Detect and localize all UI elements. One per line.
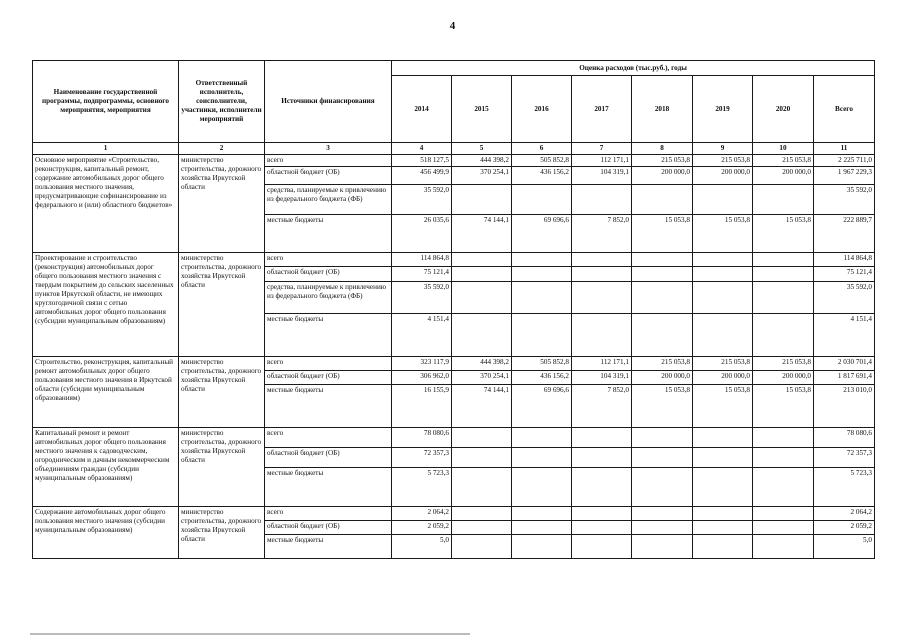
- column-number: 11: [814, 143, 875, 155]
- funding-source: средства, планируемые к привлечению из федерального бюджета (ФБ): [265, 185, 392, 215]
- year-value-cell: [572, 185, 632, 215]
- year-value-cell: [632, 535, 693, 559]
- year-value-cell: 436 156,2: [512, 167, 572, 185]
- year-value-cell: 505 852,8: [512, 357, 572, 371]
- year-value-cell: [753, 468, 814, 507]
- year-value-cell: 444 398,2: [452, 155, 512, 167]
- activity-name: Основное мероприятие «Строительство, реконструкция, капитальный ремонт, содержание автомобильных дорог общего пользования местного значения, предусматривающие софинансирование из федерального и (или) областного бюджетов»: [33, 155, 179, 253]
- year-value-cell: [572, 521, 632, 535]
- year-value-cell: 505 852,8: [512, 155, 572, 167]
- column-number-row: [33, 143, 875, 155]
- year-value-cell: 436 156,2: [512, 371, 572, 385]
- year-value-cell: [632, 428, 693, 448]
- year-value-cell: 2 059,2: [392, 521, 452, 535]
- total-cell: 35 592,0: [814, 185, 875, 215]
- year-value-cell: 104 319,1: [572, 371, 632, 385]
- funding-source: всего: [265, 253, 392, 267]
- funding-source: областной бюджет (ОБ): [265, 167, 392, 185]
- year-value-cell: 200 000,0: [753, 167, 814, 185]
- column-number: 4: [392, 143, 452, 155]
- year-value-cell: [452, 428, 512, 448]
- year-value-cell: 215 053,8: [693, 357, 753, 371]
- funding-source: областной бюджет (ОБ): [265, 521, 392, 535]
- budget-table: [32, 60, 875, 559]
- year-value-cell: 215 053,8: [632, 155, 693, 167]
- total-cell: 213 010,0: [814, 385, 875, 428]
- year-value-cell: 200 000,0: [632, 371, 693, 385]
- year-value-cell: [572, 448, 632, 468]
- year-value-cell: 215 053,8: [632, 357, 693, 371]
- year-value-cell: 16 155,9: [392, 385, 452, 428]
- year-value-cell: 4 151,4: [392, 314, 452, 357]
- funding-source: средства, планируемые к привлечению из федерального бюджета (ФБ): [265, 282, 392, 314]
- funding-source: местные бюджеты: [265, 215, 392, 253]
- table-row: [33, 253, 875, 267]
- total-cell: 2 064,2: [814, 507, 875, 521]
- table-header: [33, 61, 875, 155]
- year-value-cell: [452, 507, 512, 521]
- header-year: 2014: [392, 76, 452, 143]
- funding-source: областной бюджет (ОБ): [265, 448, 392, 468]
- year-value-cell: 104 319,1: [572, 167, 632, 185]
- year-value-cell: [753, 253, 814, 267]
- year-value-cell: [452, 468, 512, 507]
- year-value-cell: 215 053,8: [693, 155, 753, 167]
- total-cell: 5 723,3: [814, 468, 875, 507]
- header-year: 2018: [632, 76, 693, 143]
- column-number: 2: [179, 143, 265, 155]
- column-number: 6: [512, 143, 572, 155]
- table-row: [33, 507, 875, 521]
- responsible-executor: министерство строительства, дорожного хозяйства Иркутской области: [179, 155, 265, 253]
- year-value-cell: 112 171,1: [572, 155, 632, 167]
- funding-source: местные бюджеты: [265, 314, 392, 357]
- year-value-cell: [693, 535, 753, 559]
- year-value-cell: [512, 428, 572, 448]
- year-value-cell: [572, 253, 632, 267]
- funding-source: всего: [265, 507, 392, 521]
- year-value-cell: [572, 314, 632, 357]
- header-year: 2017: [572, 76, 632, 143]
- total-cell: 75 121,4: [814, 267, 875, 282]
- year-value-cell: [693, 253, 753, 267]
- header-year: 2020: [753, 76, 814, 143]
- year-value-cell: [512, 314, 572, 357]
- year-value-cell: 518 127,5: [392, 155, 452, 167]
- year-value-cell: [632, 185, 693, 215]
- year-value-cell: 74 144,1: [452, 215, 512, 253]
- year-value-cell: [572, 267, 632, 282]
- funding-source: местные бюджеты: [265, 535, 392, 559]
- year-value-cell: 72 357,3: [392, 448, 452, 468]
- year-value-cell: [632, 282, 693, 314]
- total-cell: 222 889,7: [814, 215, 875, 253]
- funding-source: всего: [265, 428, 392, 448]
- table-body: [33, 155, 875, 559]
- activity-name: Строительство, реконструкция, капитальный ремонт автомобильных дорог общего пользования местного значения в Иркутской области (субсидии муниципальным образованиям): [33, 357, 179, 428]
- header-year: 2019: [693, 76, 753, 143]
- column-number: 9: [693, 143, 753, 155]
- year-value-cell: [693, 448, 753, 468]
- year-value-cell: [693, 267, 753, 282]
- year-value-cell: 26 035,6: [392, 215, 452, 253]
- header-total: Всего: [814, 76, 875, 143]
- year-value-cell: 370 254,1: [452, 371, 512, 385]
- year-value-cell: [693, 282, 753, 314]
- year-value-cell: [512, 535, 572, 559]
- year-value-cell: [572, 535, 632, 559]
- year-value-cell: 15 053,8: [693, 215, 753, 253]
- year-value-cell: [753, 448, 814, 468]
- responsible-executor: министерство строительства, дорожного хозяйства Иркутской области: [179, 253, 265, 357]
- year-value-cell: 306 962,0: [392, 371, 452, 385]
- year-value-cell: 456 499,9: [392, 167, 452, 185]
- year-value-cell: 114 864,8: [392, 253, 452, 267]
- year-value-cell: [572, 282, 632, 314]
- year-value-cell: 15 053,8: [753, 385, 814, 428]
- year-value-cell: [753, 314, 814, 357]
- year-value-cell: 215 053,8: [753, 357, 814, 371]
- funding-source: всего: [265, 155, 392, 167]
- year-value-cell: [632, 448, 693, 468]
- header-year: 2015: [452, 76, 512, 143]
- year-value-cell: [452, 314, 512, 357]
- total-cell: 78 080,6: [814, 428, 875, 448]
- year-value-cell: [512, 521, 572, 535]
- year-value-cell: 35 592,0: [392, 282, 452, 314]
- scan-edge-line: [30, 633, 470, 635]
- year-value-cell: 78 080,6: [392, 428, 452, 448]
- total-cell: 1 817 691,4: [814, 371, 875, 385]
- year-value-cell: [632, 314, 693, 357]
- year-value-cell: 7 852,0: [572, 385, 632, 428]
- year-value-cell: [632, 468, 693, 507]
- year-value-cell: [693, 428, 753, 448]
- year-value-cell: 69 696,6: [512, 215, 572, 253]
- year-value-cell: [572, 507, 632, 521]
- year-value-cell: [452, 185, 512, 215]
- total-cell: 2 225 711,0: [814, 155, 875, 167]
- year-value-cell: [512, 282, 572, 314]
- column-number: 5: [452, 143, 512, 155]
- year-value-cell: [452, 535, 512, 559]
- year-value-cell: [452, 253, 512, 267]
- year-value-cell: [452, 267, 512, 282]
- total-cell: 2 059,2: [814, 521, 875, 535]
- page-number: 4: [449, 20, 456, 32]
- table-row: [33, 428, 875, 448]
- year-value-cell: 200 000,0: [753, 371, 814, 385]
- header-source: Источники финансирования: [265, 61, 392, 143]
- year-value-cell: [512, 253, 572, 267]
- year-value-cell: 15 053,8: [693, 385, 753, 428]
- column-number: 10: [753, 143, 814, 155]
- year-value-cell: 200 000,0: [632, 167, 693, 185]
- total-cell: 2 030 701,4: [814, 357, 875, 371]
- year-value-cell: [512, 448, 572, 468]
- year-value-cell: [452, 521, 512, 535]
- header-name: Наименование государственной программы, подпрограммы, основного мероприятия, мероприятия: [33, 61, 179, 143]
- year-value-cell: [693, 507, 753, 521]
- year-value-cell: [693, 521, 753, 535]
- year-value-cell: [452, 448, 512, 468]
- year-value-cell: [753, 428, 814, 448]
- activity-name: Капитальный ремонт и ремонт автомобильных дорог общего пользования местного значения к садоводческим, огородническим и дачным некоммерческим объединениям граждан (субсидии муниципальным образованиям): [33, 428, 179, 507]
- year-value-cell: 15 053,8: [753, 215, 814, 253]
- funding-source: местные бюджеты: [265, 468, 392, 507]
- year-value-cell: [753, 185, 814, 215]
- year-value-cell: 444 398,2: [452, 357, 512, 371]
- header-estimate: Оценка расходов (тыс.руб.), годы: [392, 61, 875, 76]
- column-number: 3: [265, 143, 392, 155]
- responsible-executor: министерство строительства, дорожного хозяйства Иркутской области: [179, 507, 265, 559]
- total-cell: 4 151,4: [814, 314, 875, 357]
- year-value-cell: [512, 507, 572, 521]
- column-number: 1: [33, 143, 179, 155]
- year-value-cell: [632, 267, 693, 282]
- year-value-cell: [693, 185, 753, 215]
- table-row: [33, 155, 875, 167]
- year-value-cell: [693, 468, 753, 507]
- year-value-cell: [632, 521, 693, 535]
- year-value-cell: [512, 267, 572, 282]
- year-value-cell: 323 117,9: [392, 357, 452, 371]
- year-value-cell: [753, 535, 814, 559]
- year-value-cell: [753, 267, 814, 282]
- total-cell: 72 357,3: [814, 448, 875, 468]
- year-value-cell: [572, 468, 632, 507]
- header-year: 2016: [512, 76, 572, 143]
- year-value-cell: 5,0: [392, 535, 452, 559]
- funding-source: областной бюджет (ОБ): [265, 267, 392, 282]
- year-value-cell: 15 053,8: [632, 385, 693, 428]
- year-value-cell: 35 592,0: [392, 185, 452, 215]
- column-number: 8: [632, 143, 693, 155]
- year-value-cell: [512, 468, 572, 507]
- year-value-cell: 200 000,0: [693, 167, 753, 185]
- funding-source: областной бюджет (ОБ): [265, 371, 392, 385]
- total-cell: 114 864,8: [814, 253, 875, 267]
- year-value-cell: [512, 185, 572, 215]
- activity-name: Содержание автомобильных дорог общего пользования местного значения (субсидии муниципальным образованиям): [33, 507, 179, 559]
- year-value-cell: 69 696,6: [512, 385, 572, 428]
- total-cell: 5,0: [814, 535, 875, 559]
- year-value-cell: 75 121,4: [392, 267, 452, 282]
- year-value-cell: [632, 507, 693, 521]
- funding-source: всего: [265, 357, 392, 371]
- year-value-cell: 200 000,0: [693, 371, 753, 385]
- responsible-executor: министерство строительства, дорожного хозяйства Иркутской области: [179, 428, 265, 507]
- year-value-cell: 74 144,1: [452, 385, 512, 428]
- table-row: [33, 357, 875, 371]
- year-value-cell: 2 064,2: [392, 507, 452, 521]
- activity-name: Проектирование и строительство (реконструкция) автомобильных дорог общего пользования местного значения с твердым покрытием до сельских населенных пунктов Иркутской области, не имеющих круглогодичной связи с сетью автомобильных дорог общего пользования (субсидии муниципальным образованиям): [33, 253, 179, 357]
- year-value-cell: [452, 282, 512, 314]
- year-value-cell: [753, 521, 814, 535]
- total-cell: 1 967 229,3: [814, 167, 875, 185]
- header-responsible: Ответственный исполнитель, соисполнители, участники, исполнители мероприятий: [179, 61, 265, 143]
- year-value-cell: [632, 253, 693, 267]
- year-value-cell: 15 053,8: [632, 215, 693, 253]
- total-cell: 35 592,0: [814, 282, 875, 314]
- year-value-cell: 215 053,8: [753, 155, 814, 167]
- column-number: 7: [572, 143, 632, 155]
- year-value-cell: [693, 314, 753, 357]
- year-value-cell: 370 254,1: [452, 167, 512, 185]
- year-value-cell: [572, 428, 632, 448]
- year-value-cell: [753, 282, 814, 314]
- year-value-cell: 7 852,0: [572, 215, 632, 253]
- year-value-cell: [753, 507, 814, 521]
- year-value-cell: 112 171,1: [572, 357, 632, 371]
- responsible-executor: министерство строительства, дорожного хозяйства Иркутской области: [179, 357, 265, 428]
- funding-source: местные бюджеты: [265, 385, 392, 428]
- year-value-cell: 5 723,3: [392, 468, 452, 507]
